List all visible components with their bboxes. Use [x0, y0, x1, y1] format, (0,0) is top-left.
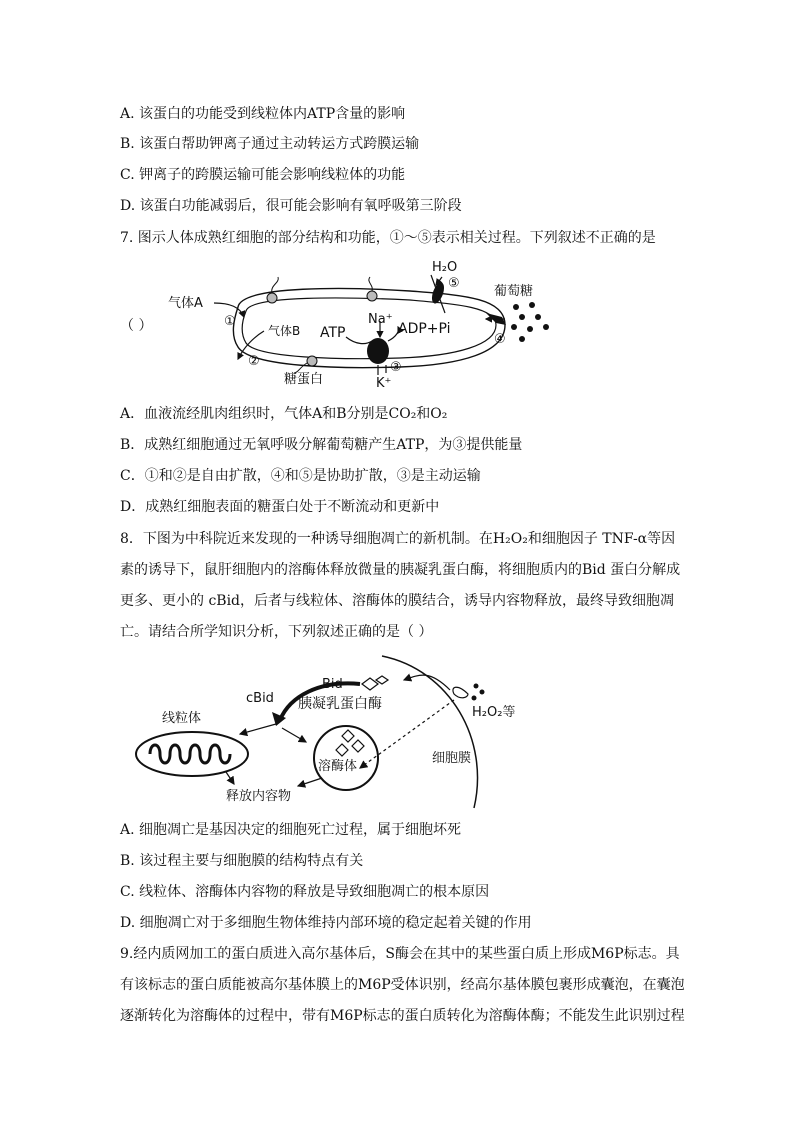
q8-stem-line-2: 素的诱导下，鼠肝细胞内的溶酶体释放微量的胰凝乳蛋白酶，将细胞质内的Bid 蛋白分解成	[120, 562, 681, 578]
glycoprotein-top-left	[267, 277, 278, 303]
q7-option-d: D．成熟红细胞表面的糖蛋白处于不断流动和更新中	[120, 499, 440, 515]
h2o2-receptor	[453, 687, 468, 698]
q6-option-b: B. 该蛋白帮助钾离子通过主动转运方式跨膜运输	[120, 136, 420, 152]
label-bid: Bid	[322, 677, 343, 692]
q9-line-3: 逐渐转化为溶酶体的过程中，带有M6P标志的蛋白质转化为溶酶体酶；不能发生此识别过程	[120, 1008, 685, 1024]
label-h2o: H₂O	[432, 260, 458, 275]
q7-option-b: B．成熟红细胞通过无氧呼吸分解葡萄糖产生ATP，为③提供能量	[120, 437, 523, 453]
q8-option-d: D. 细胞凋亡对于多细胞生物体维持内部环境的稳定起着关键的作用	[120, 915, 532, 931]
q6-option-d: D. 该蛋白功能减弱后，很可能会影响有氧呼吸第三阶段	[120, 198, 462, 214]
label-gas-b: 气体B	[268, 324, 301, 338]
label-k: K⁺	[376, 376, 392, 391]
cbid-to-lysosome-arrow	[282, 728, 306, 742]
label-cell-membrane: 细胞膜	[432, 751, 472, 766]
q9-line-1: 9.经内质网加工的蛋白质进入高尔基体后，S酶会在其中的某些蛋白质上形成M6P标志。具	[120, 946, 680, 962]
h2o2-molecules	[472, 684, 485, 701]
cell-membrane	[382, 656, 478, 808]
cbid-to-mitochondrion-arrow	[240, 724, 276, 734]
label-chymotrypsin: 胰凝乳蛋白酶	[298, 696, 382, 712]
label-process-3: ③	[390, 360, 402, 375]
mito-release-arrow	[226, 772, 234, 784]
q8-stem-line-3: 更多、更小的 cBid，后者与线粒体、溶酶体的膜结合，诱导内容物释放，最终导致细胞凋	[120, 593, 675, 609]
label-na: Na⁺	[368, 312, 393, 327]
q6-option-c: C. 钾离子的跨膜运输可能会影响线粒体的功能	[120, 167, 406, 183]
q8-option-c: C. 线粒体、溶酶体内容物的释放是导致细胞凋亡的根本原因	[120, 884, 490, 900]
mitochondrion-cristae	[150, 745, 230, 763]
q6-option-a: A. 该蛋白的功能受到线粒体内ATP含量的影响	[120, 106, 406, 122]
q8-stem-line-4: 亡。请结合所学知识分析，下列叙述正确的是（ ）	[120, 624, 433, 640]
lyso-release-arrow	[298, 778, 322, 786]
lysosome	[314, 726, 378, 790]
label-cbid: cBid	[246, 691, 274, 706]
label-process-5: ⑤	[448, 276, 460, 291]
label-adp-pi: ADP+Pi	[398, 321, 451, 337]
label-process-4: ④	[494, 332, 506, 347]
q7-rbc-figure	[160, 255, 560, 395]
label-atp: ATP	[320, 325, 346, 341]
q8-option-a: A. 细胞凋亡是基因决定的细胞死亡过程，属于细胞坏死	[120, 822, 462, 838]
q9-line-2: 有该标志的蛋白质能被高尔基体膜上的M6P受体识别，经高尔基体膜包裹形成囊泡，在囊泡	[120, 977, 685, 993]
label-process-2: ②	[248, 354, 260, 369]
label-gas-a: 气体A	[168, 296, 203, 311]
q7-option-a: A．血液流经肌肉组织时，气体A和B分别是CO₂和O₂	[120, 406, 448, 422]
bid-diamond-small	[376, 676, 388, 684]
label-h2o2: H₂O₂等	[472, 705, 516, 720]
lysosome-enzymes	[336, 730, 364, 756]
glucose-molecules	[511, 302, 549, 342]
q8-option-b: B. 该过程主要与细胞膜的结构特点有关	[120, 853, 364, 869]
q8-stem-line-1: 8．下图为中科院近来发现的一种诱导细胞凋亡的新机制。在H₂O₂和细胞因子 TNF-α等因	[120, 531, 676, 547]
label-mitochondrion: 线粒体	[162, 711, 202, 726]
label-release-contents: 释放内容物	[226, 789, 292, 804]
q7-stem: 7. 图示人体成熟红细胞的部分结构和功能，①～⑤表示相关过程。下列叙述不正确的是	[120, 230, 656, 246]
label-process-1: ①	[224, 314, 236, 329]
label-lysosome: 溶酶体	[318, 759, 358, 774]
q7-option-c: C．①和②是自由扩散，④和⑤是协助扩散，③是主动运输	[120, 468, 481, 484]
label-glycoprotein: 糖蛋白	[284, 372, 324, 387]
signal-to-bid-arrow	[404, 675, 450, 690]
label-glucose: 葡萄糖	[494, 284, 534, 299]
q8-apoptosis-figure	[130, 650, 550, 810]
q7-answer-bracket: （ ）	[120, 318, 153, 334]
